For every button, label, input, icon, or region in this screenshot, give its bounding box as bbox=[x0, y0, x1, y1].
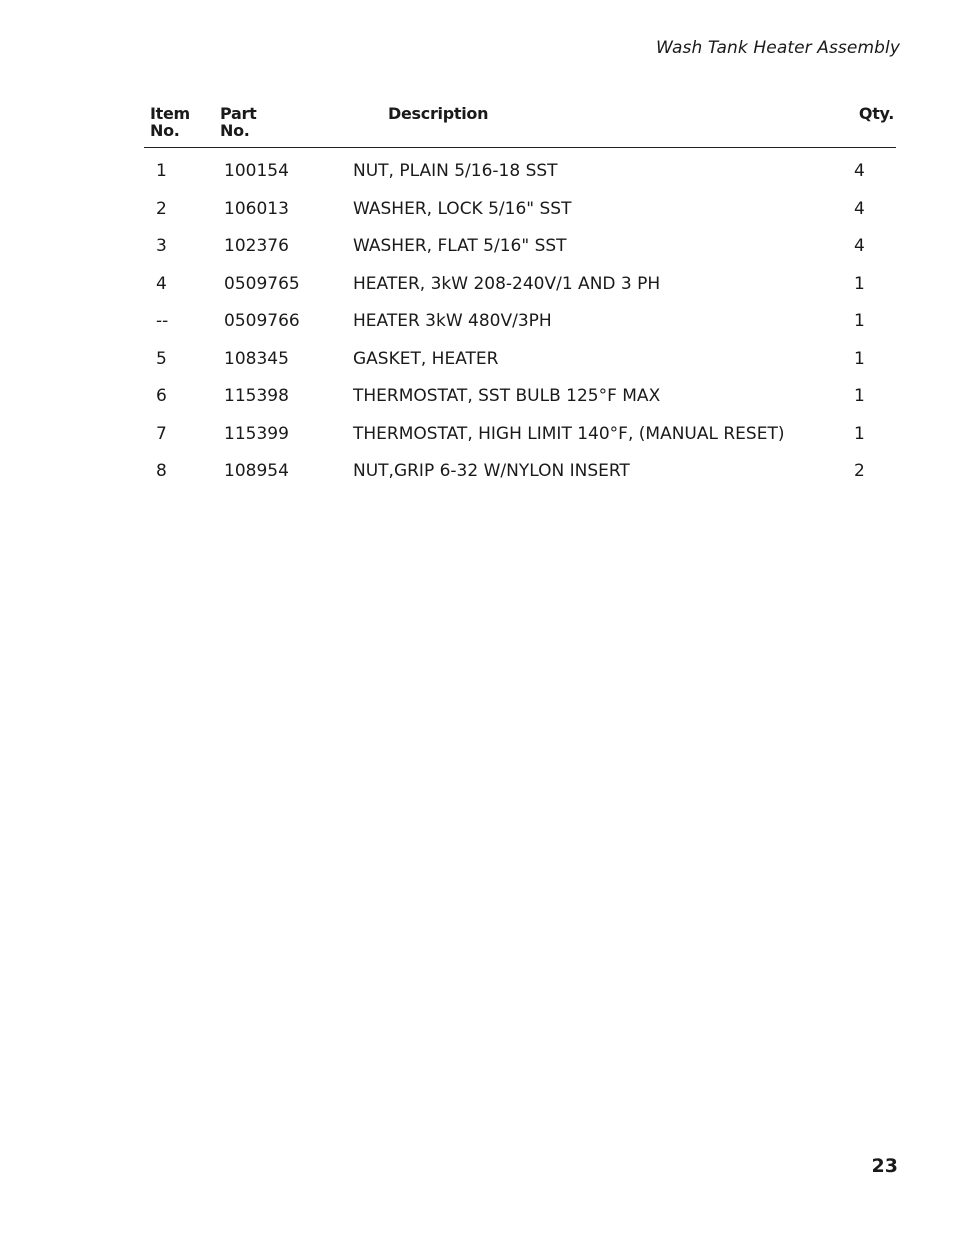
parts-list-table bbox=[144, 104, 896, 486]
part-description: THERMOSTAT, HIGH LIMIT 140°F, (MANUAL RESET) bbox=[353, 423, 785, 444]
table-header bbox=[144, 104, 896, 148]
table-row bbox=[144, 261, 896, 299]
part-description: NUT,GRIP 6-32 W/NYLON INSERT bbox=[353, 461, 630, 481]
part-description: WASHER, LOCK 5/16" SST bbox=[353, 198, 572, 219]
item-number: 5 bbox=[156, 348, 167, 369]
part-description: WASHER, FLAT 5/16" SST bbox=[353, 236, 567, 256]
quantity: 2 bbox=[854, 461, 865, 481]
column-header-description: Description bbox=[388, 104, 489, 123]
part-number: 108345 bbox=[224, 348, 289, 369]
column-header-item-no: Item No. bbox=[150, 104, 190, 140]
part-number: 108954 bbox=[224, 461, 289, 481]
part-number: 0509766 bbox=[224, 311, 300, 331]
quantity: 4 bbox=[854, 236, 865, 256]
part-number: 0509765 bbox=[224, 273, 300, 294]
page-number: 23 bbox=[871, 1155, 898, 1177]
part-description: HEATER 3kW 480V/3PH bbox=[353, 311, 552, 331]
column-header-part-no: Part No. bbox=[220, 104, 257, 140]
quantity: 1 bbox=[854, 348, 865, 369]
quantity: 4 bbox=[854, 198, 865, 219]
table-row bbox=[144, 223, 896, 261]
quantity: 1 bbox=[854, 273, 865, 294]
part-number: 100154 bbox=[224, 161, 289, 181]
item-number: 7 bbox=[156, 423, 167, 444]
table-row bbox=[144, 373, 896, 411]
part-description: HEATER, 3kW 208-240V/1 AND 3 PH bbox=[353, 273, 661, 294]
item-number: -- bbox=[156, 311, 169, 331]
table-row bbox=[144, 298, 896, 336]
table-row bbox=[144, 411, 896, 449]
quantity: 1 bbox=[854, 311, 865, 331]
part-description: THERMOSTAT, SST BULB 125°F MAX bbox=[353, 386, 661, 406]
table-row bbox=[144, 148, 896, 186]
item-number: 2 bbox=[156, 198, 167, 219]
part-number: 106013 bbox=[224, 198, 289, 219]
running-head-title: Wash Tank Heater Assembly bbox=[656, 38, 900, 58]
part-description: GASKET, HEATER bbox=[353, 348, 499, 369]
item-number: 8 bbox=[156, 461, 167, 481]
table-row bbox=[144, 336, 896, 374]
part-number: 115398 bbox=[224, 386, 289, 406]
quantity: 1 bbox=[854, 423, 865, 444]
item-number: 1 bbox=[156, 161, 167, 181]
part-description: NUT, PLAIN 5/16-18 SST bbox=[353, 161, 558, 181]
item-number: 6 bbox=[156, 386, 167, 406]
quantity: 4 bbox=[854, 161, 865, 181]
part-number: 102376 bbox=[224, 236, 289, 256]
quantity: 1 bbox=[854, 386, 865, 406]
table-row bbox=[144, 186, 896, 224]
table-row bbox=[144, 448, 896, 486]
part-number: 115399 bbox=[224, 423, 289, 444]
item-number: 3 bbox=[156, 236, 167, 256]
column-header-qty: Qty. bbox=[858, 104, 894, 123]
item-number: 4 bbox=[156, 273, 167, 294]
